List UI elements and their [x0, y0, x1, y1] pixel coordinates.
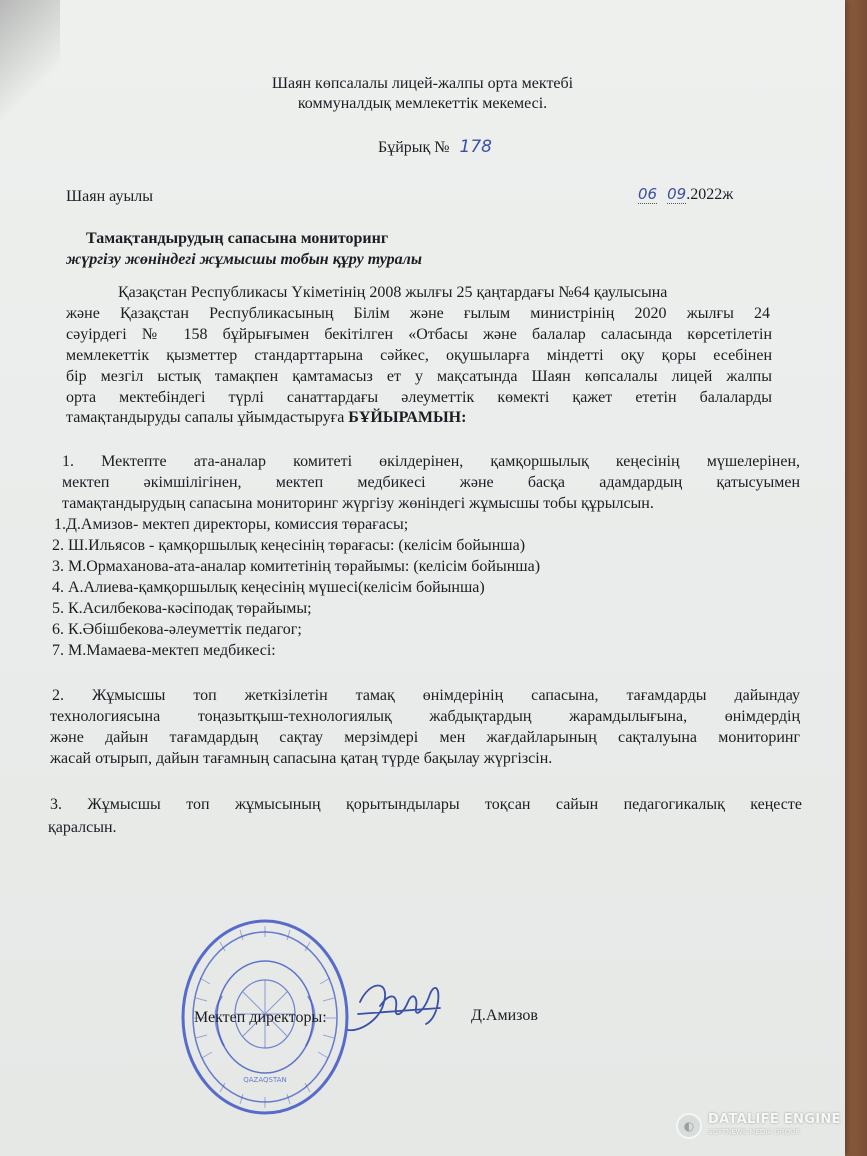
- order-label: Бұйрық №: [378, 139, 450, 156]
- preamble-line2: және Қазақстан Республикасының Білім және ғылым министрінің 2020 жылғы 24: [66, 305, 770, 322]
- member-list-item: 1.Д.Амизов- мектеп директоры, комиссия төрағасы;: [54, 516, 409, 533]
- item2-line3: және дайын тағамдардың сақтау мерзімдері мен жағдайларының сақталуына мониторинг: [50, 729, 800, 746]
- org-name-line2: коммуналдық мемлекеттік мекемесі.: [297, 95, 548, 112]
- datalife-engine-logo-icon: ◐: [676, 1113, 702, 1139]
- item2-line2: технологиясына тоңазытқыш-технологиялық жабдықтардың жарамдылығына, өнімдердің: [50, 708, 800, 725]
- member-list-item: 7. М.Мамаева-мектеп медбикесі:: [52, 642, 276, 659]
- date-year: .2022ж: [686, 186, 734, 203]
- member-list-item: 3. М.Ормаханова-ата-аналар комитетінің төрайымы: (келісім бойынша): [52, 558, 541, 575]
- item1-line2: мектеп әкімшілігінен, мектеп медбикесі және басқа адамдардың қатысуымен: [62, 474, 800, 491]
- date-day: 06: [638, 185, 658, 203]
- preamble-line7: тамақтандыруды сапалы ұйымдастыруға БҰЙЫРАМЫН:: [66, 409, 467, 426]
- site-watermark: [676, 1111, 846, 1141]
- handwritten-signature: [340, 972, 460, 1042]
- signatory-position: Мектеп директоры:: [194, 1009, 327, 1026]
- date: [638, 184, 733, 205]
- seal-inner-text: QAZAQSTAN: [243, 1076, 287, 1084]
- order-title: [378, 137, 492, 158]
- item2-line1: 2. Жұмысшы топ жеткізілетін тамақ өнімдерінің сапасына, тағамдарды дайындау: [52, 687, 800, 704]
- signatory-name: Д.Амизов: [471, 1007, 538, 1024]
- org-name-line1: Шаян көпсалалы лицей-жалпы орта мектебі: [271, 75, 574, 92]
- document-title-line2: жүргізу жөніндегі жұмысшы тобын құру туралы: [66, 251, 422, 268]
- preamble-line3: сәуірдегі № 158 бұйрығымен бекітілген «Отбасы және балалар саласында көрсетілетін: [66, 326, 772, 343]
- member-list-item: 6. К.Әбішбекова-әлеуметтік педагог;: [52, 621, 302, 638]
- item3-line2: қаралсын.: [48, 819, 117, 836]
- order-directive: БҰЙЫРАМЫН:: [348, 409, 467, 426]
- watermark-title: DATALIFE ENGINE: [708, 1112, 841, 1127]
- member-list-item: 4. А.Алиева-қамқоршылық кеңесінің мүшесі(келісім бойынша): [52, 579, 485, 596]
- place: Шаян ауылы: [66, 188, 153, 205]
- item2-line4: жасай отырып, дайын тағамның сапасына қатаң түрде бақылау жүргізсін.: [50, 750, 553, 767]
- preamble-line5: бір мезгіл ыстық тамақпен қамтамасыз ет у мақсатында Шаян көпсалалы лицей жалпы: [66, 368, 772, 385]
- item1-line1: 1. Мектепте ата-аналар комитеті өкілдерінен, қамқоршылық кеңесінің мүшелерінен,: [62, 453, 800, 470]
- member-list-item: 2. Ш.Ильясов - қамқоршылық кеңесінің төрағасы: (келісім бойынша): [52, 537, 526, 554]
- preamble-line1: Қазақстан Республикасы Үкіметінің 2008 жылғы 25 қаңтардағы №64 қаулысына: [118, 284, 668, 301]
- order-number-handwritten: 178: [459, 137, 492, 157]
- watermark-subtitle: SOFTNEWS MEDIA GROUP: [708, 1128, 800, 1136]
- preamble-line6: орта мектебіндегі түрлі санаттардағы әлеуметтік көмекті қажет ететін балаларды: [66, 389, 772, 406]
- item3-line1: 3. Жұмысшы топ жұмысының қорытындылары тоқсан сайын педагогикалық кеңесте: [50, 796, 802, 813]
- member-list-item: 5. К.Асилбекова-кәсіподақ төрайымы;: [52, 600, 312, 617]
- date-month: 09: [667, 185, 687, 203]
- preamble-line4: мемлекеттік қызметтер стандарттарына сәйкес, оқушыларға міндетті оқу қоры есебінен: [66, 347, 772, 364]
- item1-line3: тамақтандырудың сапасына мониторинг жүргізу жөніндегі жұмысшы тобы құрылсын.: [62, 495, 654, 512]
- document-title-line1: Тамақтандырудың сапасына мониторинг: [86, 230, 389, 247]
